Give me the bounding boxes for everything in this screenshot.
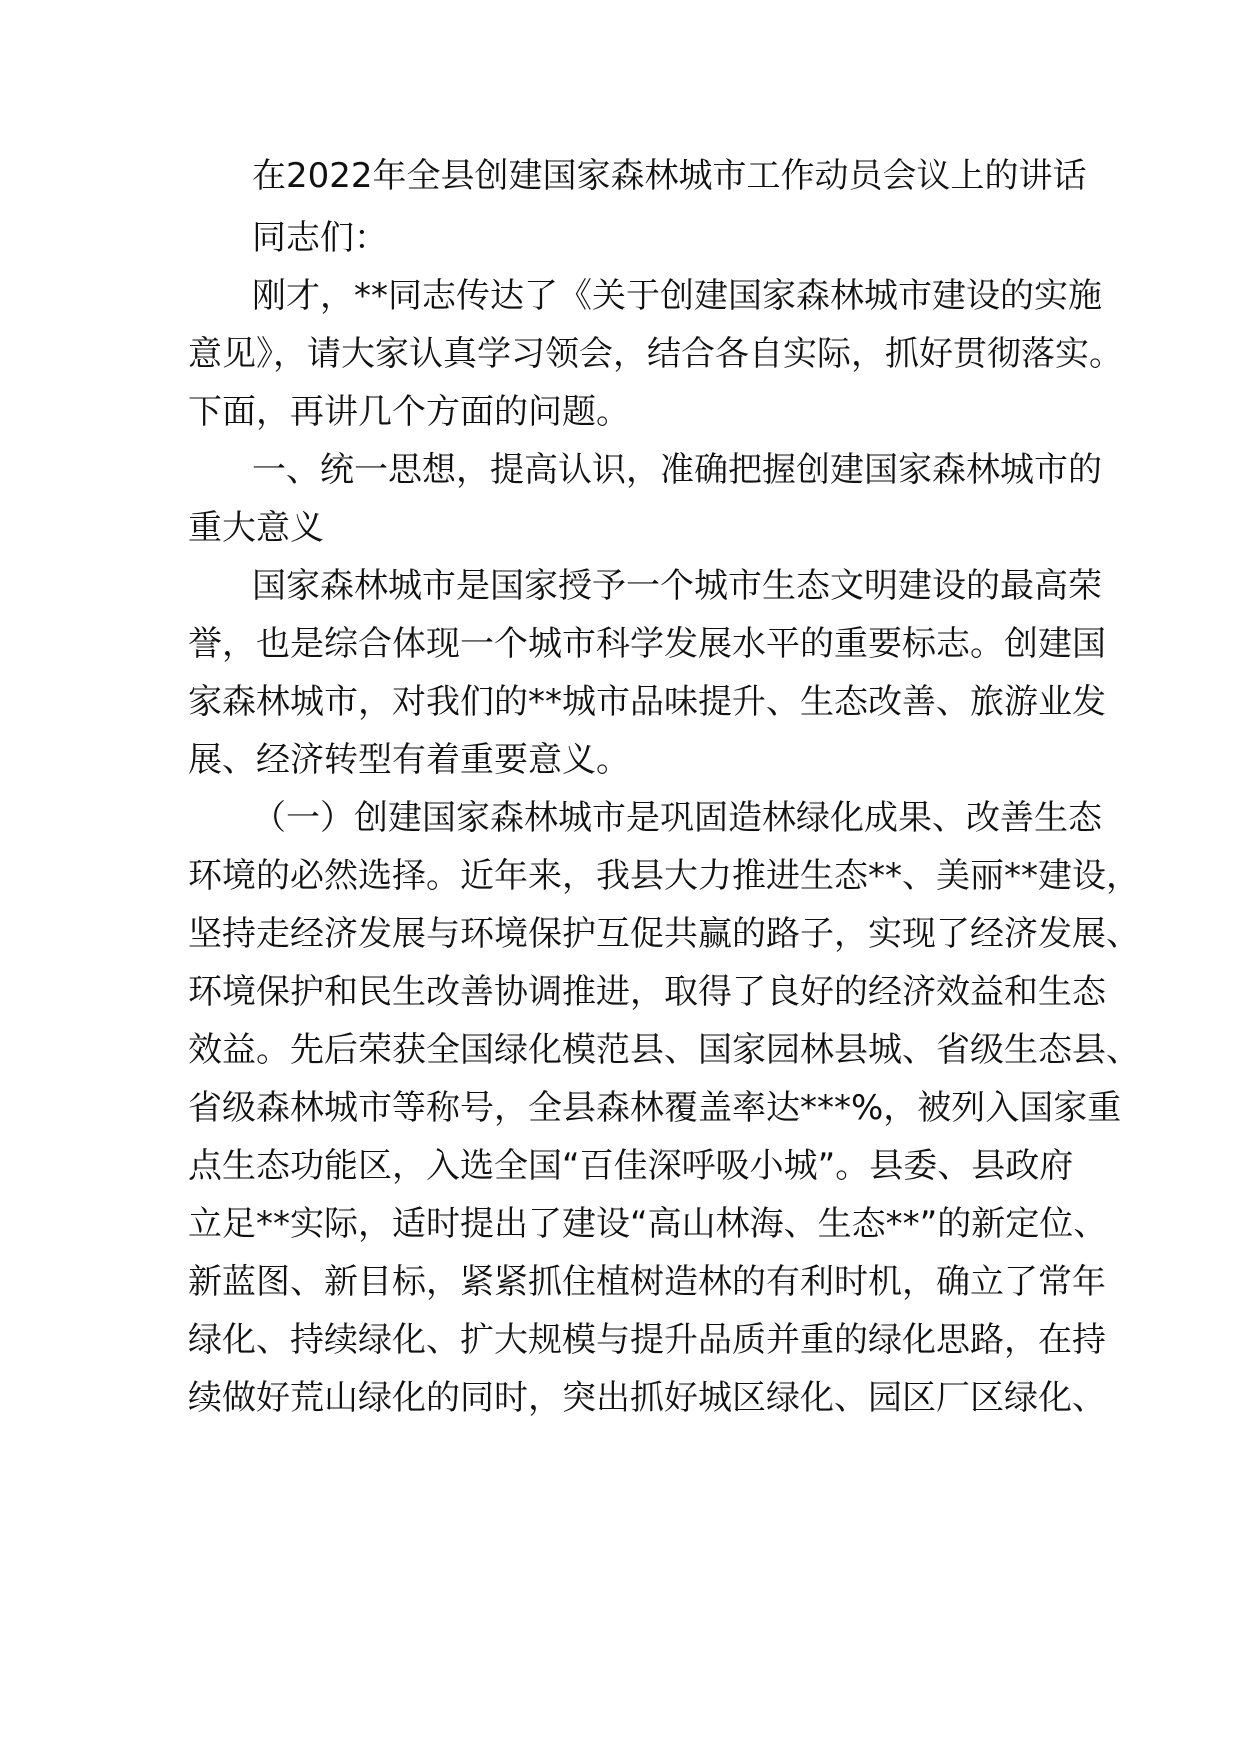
document-title: 在2022年全县创建国家森林城市工作动员会议上的讲话: [252, 156, 1087, 196]
paragraph-line: 新蓝图、新目标，紧紧抓住植树造林的有利时机，确立了常年: [188, 1262, 1106, 1302]
paragraph-line: 意见》，请大家认真学习领会，结合各自实际，抓好贯彻落实。: [188, 334, 1123, 374]
paragraph-line: 誉，也是综合体现一个城市科学发展水平的重要标志。创建国: [188, 624, 1106, 664]
paragraph-line: 点生态功能区，入选全国“百佳深呼吸小城”。县委、县政府: [188, 1146, 1074, 1186]
paragraph-line: 刚才，**同志传达了《关于创建国家森林城市建设的实施: [252, 276, 1102, 316]
paragraph-line: 环境保护和民生改善协调推进，取得了良好的经济效益和生态: [188, 972, 1106, 1012]
paragraph-line: 省级森林城市等称号，全县森林覆盖率达***%，被列入国家重: [188, 1088, 1122, 1128]
paragraph-line: 展、经济转型有着重要意义。: [188, 740, 630, 780]
paragraph-line: 下面，再讲几个方面的问题。: [188, 392, 630, 432]
paragraph-line: 效益。先后荣获全国绿化模范县、国家园林县城、省级生态县、: [188, 1030, 1140, 1070]
section-heading-line: 重大意义: [188, 508, 324, 548]
paragraph-line: 国家森林城市是国家授予一个城市生态文明建设的最高荣: [252, 566, 1102, 606]
paragraph-line: 环境的必然选择。近年来，我县大力推进生态**、美丽**建设，: [188, 856, 1140, 896]
paragraph-line: 绿化、持续绿化、扩大规模与提升品质并重的绿化思路，在持: [188, 1320, 1106, 1360]
paragraph-line: （一）创建国家森林城市是巩固造林绿化成果、改善生态: [252, 798, 1102, 838]
section-heading-line: 一、统一思想，提高认识，准确把握创建国家森林城市的: [252, 450, 1102, 490]
paragraph-line: 坚持走经济发展与环境保护互促共赢的路子，实现了经济发展、: [188, 914, 1140, 954]
paragraph-line: 续做好荒山绿化的同时，突出抓好城区绿化、园区厂区绿化、: [188, 1378, 1106, 1418]
salutation: 同志们：: [252, 218, 388, 258]
paragraph-line: 立足**实际，适时提出了建设“高山林海、生态**”的新定位、: [188, 1204, 1108, 1244]
paragraph-line: 家森林城市，对我们的**城市品味提升、生态改善、旅游业发: [188, 682, 1106, 722]
